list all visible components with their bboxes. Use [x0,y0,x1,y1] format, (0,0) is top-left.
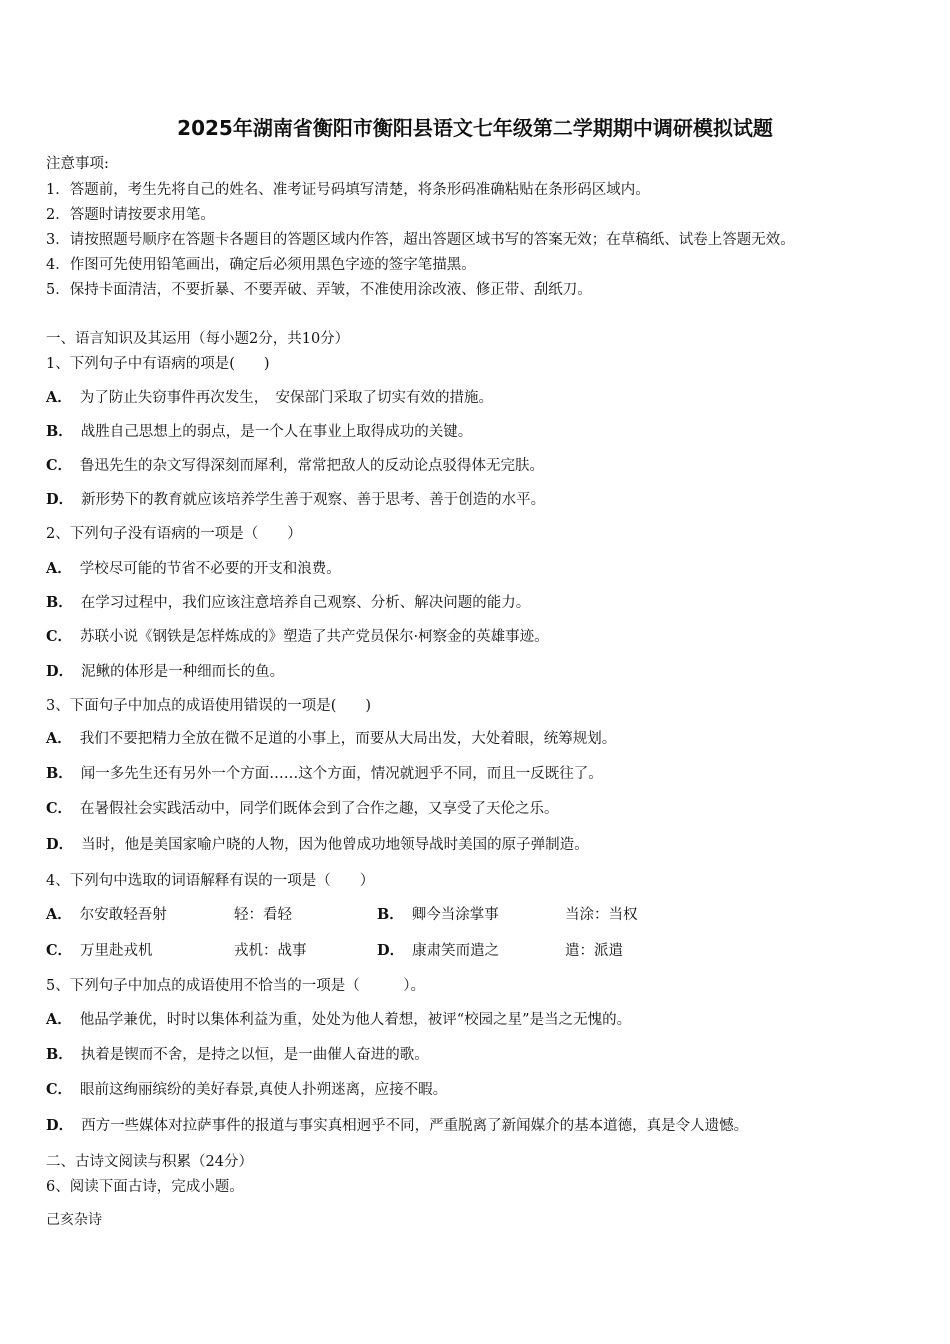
option-b [377,903,499,924]
option-b [46,1043,429,1064]
option-a [46,903,167,924]
question-stem: 4、下列句中选取的词语解释有误的一项是（ ） [46,873,375,889]
section-heading: 一、语言知识及其运用（每小题2分，共10分） [46,331,350,347]
option-text: 他品学兼优，时时以集体利益为重，处处为他人着想，被评“校园之星”是当之无愧的。 [79,1012,632,1028]
option-b [46,762,603,783]
option-d-gloss: 遣：派遣 [565,943,623,959]
option-text: 鲁迅先生的杂文写得深刻而犀利，常常把敌人的反动论点驳得体无完肤。 [80,458,545,474]
option-text: 尔安敢轻吾射 [79,907,167,923]
option-label: C． [46,628,73,645]
notice-item: 5．保持卡面清洁，不要折暴、不要弄破、弄皱，不准使用涂改液、修正带、刮纸刀。 [46,282,592,298]
option-label: C． [46,457,73,474]
option-text: 苏联小说《钢铁是怎样炼成的》塑造了共产党员保尔·柯察金的英雄事迹。 [80,629,549,645]
option-label: A． [46,560,72,577]
question-stem: 2、下列句子没有语病的一项是（ ） [46,526,302,542]
option-text: 当时，他是美国家喻户晓的人物，因为他曾成功地领导战时美国的原子弹制造。 [81,837,589,853]
option-text: 在暑假社会实践活动中，同学们既体会到了合作之趣，又享受了天伦之乐。 [80,801,559,817]
option-label: C． [46,800,73,817]
option-text: 眼前这绚丽缤纷的美好春景,真使人扑朔迷离，应接不暇。 [80,1082,448,1098]
option-text: 新形势下的教育就应该培养学生善于观察、善于思考、善于创造的水平。 [81,492,546,508]
option-c [46,1078,447,1099]
option-label: D． [46,663,74,680]
option-text: 康肃笑而遣之 [412,943,500,959]
option-text: 战胜自己思想上的弱点，是一个人在事业上取得成功的关键。 [80,424,473,440]
option-label: C． [46,1081,73,1098]
option-d [46,660,284,681]
option-label: B． [377,906,404,923]
option-d [46,488,545,509]
option-text: 西方一些媒体对拉萨事件的报道与事实真相迥乎不同，严重脱离了新闻媒介的基本道德，真是令人遗憾。 [81,1118,749,1134]
option-label: D． [46,1117,74,1134]
option-text: 我们不要把精力全放在微不足道的小事上，而要从大局出发，大处着眼，统筹规划。 [79,731,617,747]
option-b [46,420,472,441]
question-stem: 1、下列句子中有语病的项是( ) [46,356,270,372]
question-stem: 6、阅读下面古诗，完成小题。 [46,1179,244,1195]
option-b [46,591,530,612]
notice-item: 4．作图可先使用铅笔画出，确定后必须用黑色字迹的签字笔描黑。 [46,257,476,273]
poem-title: 己亥杂诗 [46,1212,102,1228]
option-a [46,557,341,578]
option-text: 执着是锲而不舍，是持之以恒，是一曲催人奋进的歌。 [80,1047,429,1063]
option-text: 为了防止失窃事件再次发生， 安保部门采取了切实有效的措施。 [79,390,494,406]
option-label: D． [46,836,74,853]
option-c [46,939,153,960]
option-c [46,625,549,646]
option-text: 卿今当涂掌事 [411,907,499,923]
option-b-gloss: 当涂：当权 [565,907,638,923]
option-a [46,1008,631,1029]
option-label: D． [46,491,74,508]
option-label: D． [377,942,405,959]
option-text: 闻一多先生还有另外一个方面……这个方面，情况就迥乎不同，而且一反既往了。 [80,766,603,782]
option-text: 在学习过程中，我们应该注意培养自己观察、分析、解决问题的能力。 [80,595,531,611]
option-label: B． [46,423,73,440]
option-label: A． [46,730,72,747]
notice-item: 3．请按照题号顺序在答题卡各题目的答题区域内作答，超出答题区域书写的答案无效；在草稿纸、试卷上答题无效。 [46,232,795,248]
option-text: 泥鳅的体形是一种细而长的鱼。 [81,664,285,680]
question-stem: 3、下面句子中加点的成语使用错误的一项是( ) [46,698,372,714]
option-a [46,386,493,407]
page-title: 2025年湖南省衡阳市衡阳县语文七年级第二学期期中调研模拟试题 [177,116,773,140]
option-d [377,939,499,960]
option-label: B． [46,594,73,611]
notice-item: 2．答题时请按要求用笔。 [46,207,215,223]
option-a [46,727,616,748]
section-heading: 二、古诗文阅读与积累（24分） [46,1154,253,1170]
option-c [46,797,559,818]
option-label: C． [46,942,73,959]
notice-heading: 注意事项: [46,156,109,172]
option-label: B． [46,765,73,782]
option-text: 学校尽可能的节省不必要的开支和浪费。 [79,561,341,577]
question-stem: 5、下列句子中加点的成语使用不恰当的一项是（ ）。 [46,978,425,994]
option-text: 万里赴戎机 [80,943,153,959]
option-c [46,454,544,475]
option-d [46,1114,748,1135]
notice-item: 1．答题前，考生先将自己的姓名、准考证号码填写清楚，将条形码准确粘贴在条形码区域内。 [46,182,650,198]
option-a-gloss: 轻：看轻 [234,907,292,923]
option-c-gloss: 戎机：战事 [234,943,307,959]
option-label: A． [46,1011,72,1028]
option-d [46,833,589,854]
option-label: A． [46,906,72,923]
option-label: A． [46,389,72,406]
option-label: B． [46,1046,73,1063]
